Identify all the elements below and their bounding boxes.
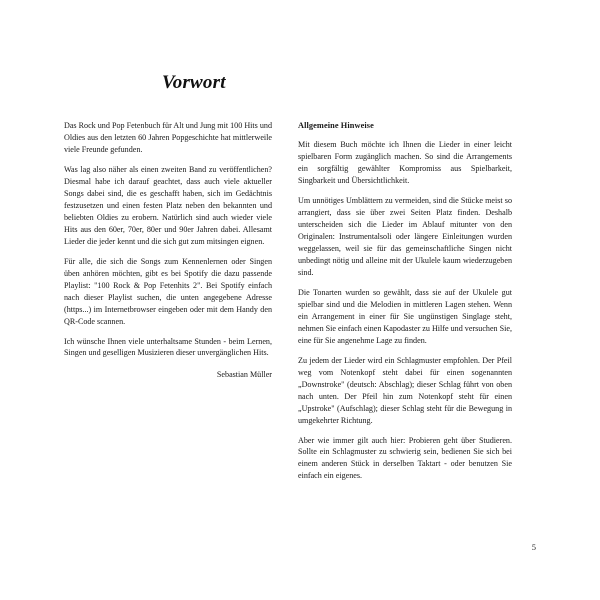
paragraph: Was lag also näher als einen zweiten Band zu veröffentlichen? Diesmal habe ich darauf geachtet, dass auch viele aktueller Songs dabei sind, die es geschafft haben, sich im Gedächtnis festzusetzen und einen festen Platz neben den bekannten und beliebten Oldies zu erobern. Natürlich sind auch wieder viele Hits aus den 60er, 70er, 80er und 90er Jahren dabei. Allesamt Lieder die jeder kennt und die sich gut zum mitsingen eignen. [64,164,272,246]
page-number: 5 [531,542,536,552]
right-column [298,120,512,482]
page-title: Vorwort [162,72,226,93]
paragraph: Für alle, die sich die Songs zum Kennenlernen oder Singen üben anhören möchten, gibt es bei Spotify die dazu passende Playlist: "100 Rock & Pop Fetenhits 2". Bei Spotify einfach nach dieser Playlist suchen, die unten angegebene Adresse (https...) im Internetbrowser eingeben oder mit dem Handy den QR-Code scannen. [64,256,272,326]
paragraph: Die Tonarten wurden so gewählt, dass sie auf der Ukulele gut spielbar sind und die Melodien in mittleren Lagen stehen. Wenn ein Arrangement in einer für Sie ungünstigen Singlage steht, nehmen Sie einfach einen Kapodaster zu Hilfe und versuchen Sie, eine für Sie angenehme Lage zu finden. [298,287,512,345]
paragraph: Um unnötiges Umblättern zu vermeiden, sind die Stücke meist so arrangiert, dass sie über zwei Seiten Platz finden. Deshalb unterscheiden sich die Lieder im Ablauf mitunter von den Originalen: Instrumentalsoli oder längere Einleitungen wurden weggelassen, weil sie für das gemeinschaftliche Singen nicht unbedingt nötig und alleine mit der Ukulele kaum wiederzugeben sind. [298,196,512,277]
paragraph: Zu jedem der Lieder wird ein Schlagmuster empfohlen. Der Pfeil weg vom Notenkopf steht dabei für einen sogenannten „Downstroke" (deutsch: Abschlag); dieser Schlag führt von oben nach unten. Der Pfeil hin zum Notenkopf steht für einen „Upstroke" (Aufschlag); dieser Schlag steht für die Bewegung in umgekehrter Richtung. [298,355,512,425]
section-heading: Allgemeine Hinweise [298,121,374,130]
two-column-body [64,120,536,482]
paragraph: Das Rock und Pop Fetenbuch für Alt und Jung mit 100 Hits und Oldies aus den letzten 60 Jahren Popgeschichte hat mittlerweile viele Freunde gefunden. [64,121,272,154]
left-column [64,120,272,381]
paragraph: Ich wünsche Ihnen viele unterhaltsame Stunden - beim Lernen, Singen und geselligen Musizieren dieser unvergänglichen Hits. [64,336,272,358]
paragraph: Aber wie immer gilt auch hier: Probieren geht über Studieren. Sollte ein Schlagmuster zu schwierig sein, bedienen Sie sich bei einem anderen Stück in derselben Taktart - oder benutzen Sie einfach ein eigenes. [298,435,512,481]
author-signature: Sebastian Müller [216,370,272,380]
paragraph: Mit diesem Buch möchte ich Ihnen die Lieder in einer leicht spielbaren Form zugänglich machen. So sind die Arrangements ein sorgfältig gewählter Kompromiss aus Spielbarkeit, Singbarkeit und Übersichtlichkeit. [298,140,512,186]
